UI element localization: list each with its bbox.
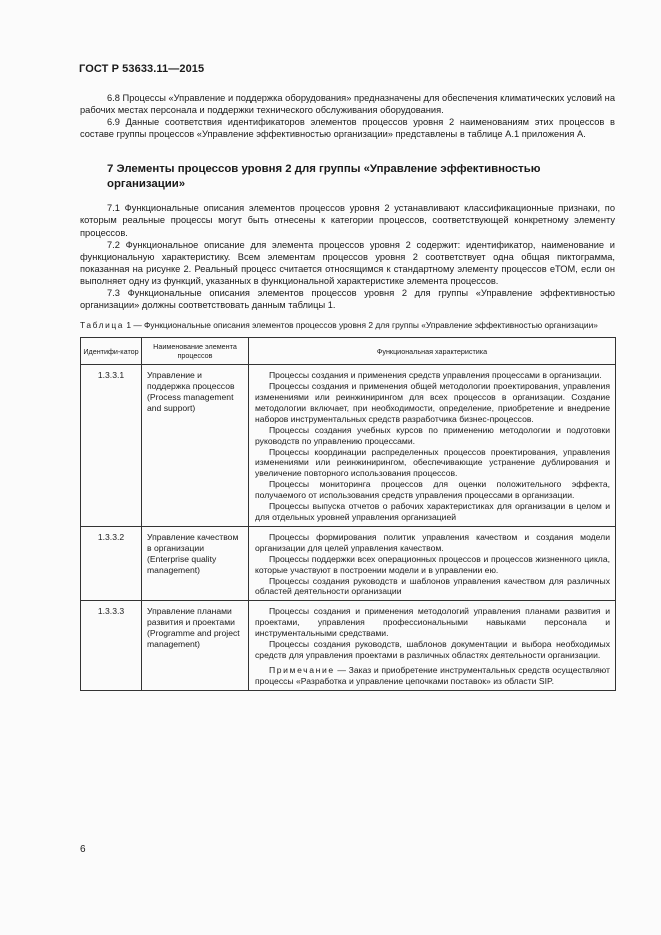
function-paragraph: Процессы создания руководств, шаблонов документации и выбора необходимых средств для управления проектами в различных областях деятельности организации. (255, 639, 610, 660)
function-paragraph: Процессы создания учебных курсов по применению методологии и подготовки руководств по управлению процессами. (255, 424, 610, 446)
function-paragraph: Процессы выпуска отчетов о рабочих характеристиках для организации в целом и для отдельных уровней управления организацией (255, 501, 610, 522)
header-element-name: Наименование элемента процессов (142, 338, 249, 365)
table-note (255, 665, 610, 687)
header-identifier: Идентифи-катор (81, 338, 142, 365)
section-7-heading: 7 Элементы процессов уровня 2 для группы «Управление эффективностью организации» (107, 163, 541, 190)
function-paragraph: Процессы создания и применения общей методологии проектирования, управления изменениями или реинжинирингом для всех процессов в организации. Создание методологии включает, при необходимости, определение, приобретение и внедрение наборов инструментальных средств разработчика бизнес-процессов. (255, 381, 610, 424)
row-functional-characteristic (249, 601, 616, 690)
row-identifier: 1.3.3.2 (81, 526, 142, 600)
function-paragraph: Процессы создания и применения методологий управления планами развития и проектами, управления профессиональными навыками персонала и инструментальными средствами. (255, 606, 610, 639)
row-identifier: 1.3.3.3 (81, 601, 142, 690)
table-caption-text: 1 — Функциональные описания элементов процессов уровня 2 для группы «Управление эффективностью организации» (126, 320, 598, 331)
paragraph-7-1: 7.1 Функциональные описания элементов процессов уровня 2 устанавливают классификационные признаки, по которым реальные процессы могут быть отнесены к категории процессов, соответствующей конкретному элементу процессов. (80, 203, 615, 238)
document-header: ГОСТ Р 53633.11—2015 (79, 63, 205, 75)
header-functional-characteristic: Функциональная характеристика (249, 338, 616, 365)
table-header-row (81, 338, 616, 365)
note-label: Примечание (269, 664, 335, 675)
function-paragraph: Процессы создания руководств и шаблонов управления качеством для различных областей деятельности организации (255, 575, 610, 597)
function-paragraph: Процессы формирования политик управления качеством и создания модели организации для целей управления качеством. (255, 531, 610, 553)
paragraph-7-3: 7.3 Функциональные описания элементов процессов уровня 2 для группы «Управление эффективностью организации» должны соответствовать данным таблицы 1. (80, 288, 615, 311)
page-number: 6 (80, 844, 86, 855)
table-caption (80, 320, 615, 331)
function-paragraph: Процессы создания и применения средств управления процессами в организации. (269, 370, 602, 381)
page-content (80, 92, 615, 691)
paragraph-7-2: 7.2 Функциональное описание для элемента процессов уровня 2 содержит: идентификатор, наименование и функциональную характеристику. Всем элементам процессов уровня 2 соответствует одна общая пиктограмма, показанная на рисунке 2. Реальный процесс считается относящимся к стандартному элементу процессов еТОМ, если он выполняет одну из функций, указанных в функциональной характеристике элемента процессов. (80, 239, 615, 286)
note-text: — Заказ и приобретение инструментальных средств осуществляют процессы «Разработка и управление цепочками поставок» из области SIP. (255, 664, 610, 686)
function-paragraph: Процессы координации распределенных процессов проектирования, управления изменениями или реинжинирингом, обеспечивающие устранение дублирования и увеличение повторного использования процессов. (255, 446, 610, 479)
function-paragraph: Процессы поддержки всех операционных процессов и процессов жизненного цикла, которые участвуют в построении модели и в управлении ею. (255, 553, 610, 575)
table-caption-label: Таблица (80, 320, 125, 331)
row-element-name: Управление планами развития и проектами (Programme and project management) (142, 601, 249, 690)
row-element-name: Управление качеством в организации (Enterprise quality management) (142, 526, 249, 600)
row-functional-characteristic (249, 526, 616, 600)
table-row (81, 601, 616, 690)
function-paragraph: Процессы мониторинга процессов для оценки положительного эффекта, получаемого от использования средств управления процессами в организации. (255, 479, 610, 501)
paragraph-6-8: 6.8 Процессы «Управление и поддержка оборудования» предназначены для обеспечения климатических условий на рабочих местах персонала и поддержки технического обслуживания оборудования. (80, 93, 615, 116)
row-element-name: Управление и поддержка процессов (Process management and support) (142, 365, 249, 527)
row-functional-characteristic (249, 365, 616, 527)
row-identifier: 1.3.3.1 (81, 365, 142, 527)
paragraph-6-9: 6.9 Данные соответствия идентификаторов элементов процессов уровня 2 наименованиям этих процессов в составе группы процессов «Управление эффективностью организации» представлены в таблице А.1 приложения А. (80, 117, 615, 140)
functional-descriptions-table (80, 337, 616, 690)
table-row (81, 365, 616, 527)
table-row (81, 526, 616, 600)
